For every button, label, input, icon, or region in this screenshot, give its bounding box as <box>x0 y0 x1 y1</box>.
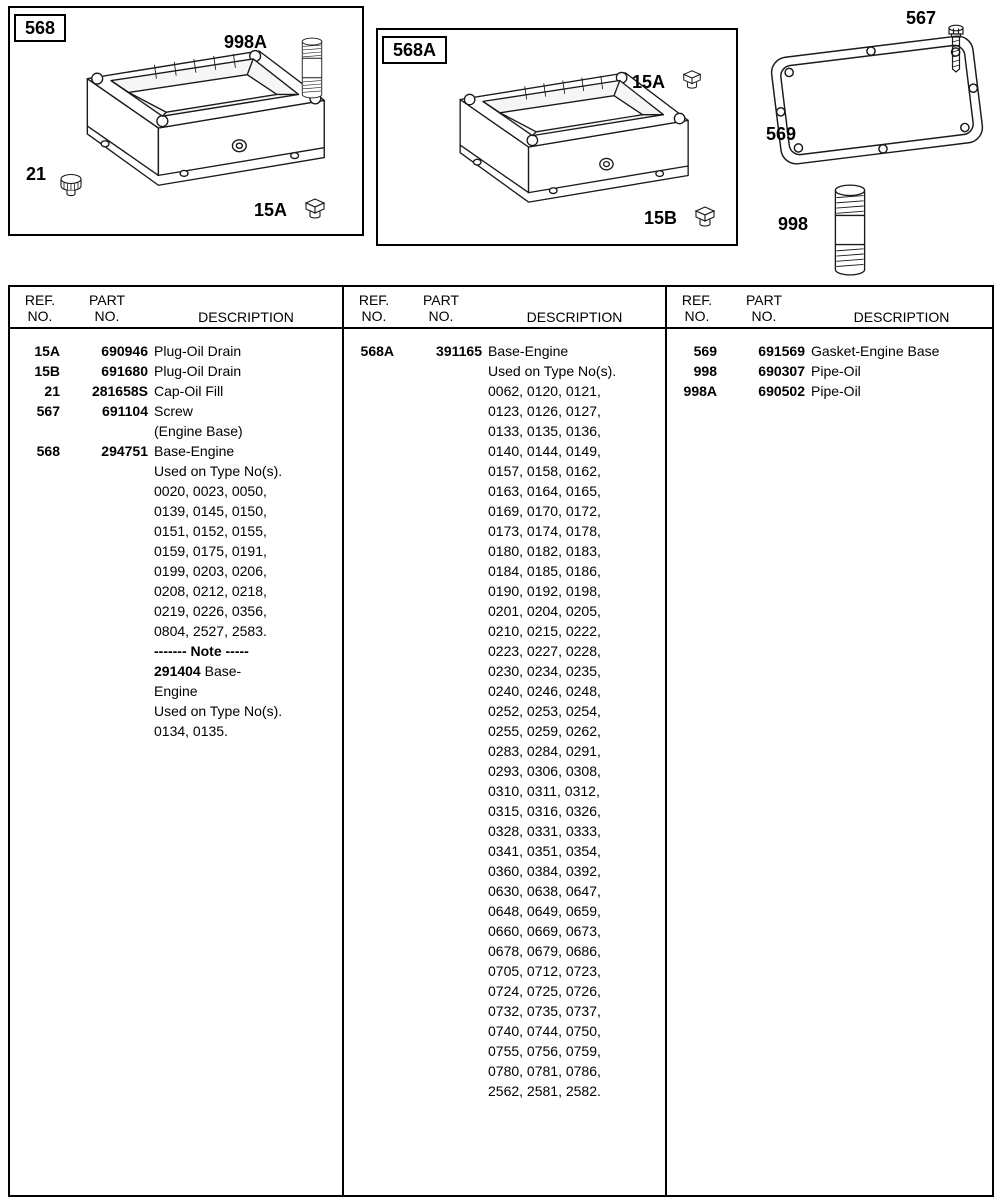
description-line: Used on Type No(s). <box>488 363 617 379</box>
part-no: 294751 <box>101 443 148 459</box>
ref-no: 15B <box>34 363 60 379</box>
column-divider-2 <box>665 287 667 1195</box>
description-line: 0163, 0164, 0165, <box>488 483 601 499</box>
gasket-569-drawing <box>760 26 994 174</box>
description-line: 0223, 0227, 0228, <box>488 643 601 659</box>
parts-entry <box>20 361 338 381</box>
description-line: 0724, 0725, 0726, <box>488 983 601 999</box>
ref-no: 15A <box>34 343 60 359</box>
part-no: 690307 <box>758 363 805 379</box>
description-line: 0210, 0215, 0222, <box>488 623 601 639</box>
table-header <box>344 287 665 327</box>
ref-no: 569 <box>693 343 717 359</box>
description <box>811 361 992 381</box>
ref-no: 21 <box>44 383 60 399</box>
description-line: 0780, 0781, 0786, <box>488 1063 601 1079</box>
diagram-label-568: 568 <box>14 14 66 42</box>
description-line: 291404 Base- <box>154 663 242 679</box>
header-part-no: PART NO. <box>422 292 460 324</box>
plug-15a-icon-box568 <box>302 196 328 220</box>
description-line: Engine <box>154 683 198 699</box>
parts-entry <box>20 341 338 361</box>
description-line: 0062, 0120, 0121, <box>488 383 601 399</box>
ref-no: 568 <box>36 443 60 459</box>
description-line: 0157, 0158, 0162, <box>488 463 601 479</box>
pipe-998-icon <box>832 182 868 278</box>
description <box>811 381 992 401</box>
description-line: 0630, 0638, 0647, <box>488 883 601 899</box>
description-line: 0139, 0145, 0150, <box>154 503 267 519</box>
description-line: (Engine Base) <box>154 423 243 439</box>
parts-table-body-1 <box>10 329 342 741</box>
description-line: 0293, 0306, 0308, <box>488 763 601 779</box>
description-line: Used on Type No(s). <box>154 463 283 479</box>
callout-998: 998 <box>778 214 809 234</box>
diagram-box-568a <box>376 28 738 246</box>
description-line: Screw <box>154 403 193 419</box>
description-line: 0283, 0284, 0291, <box>488 743 601 759</box>
pipe-998a-icon <box>296 36 328 100</box>
ref-no: 568A <box>360 343 394 359</box>
column-divider-1 <box>342 287 344 1195</box>
description-line: 0310, 0311, 0312, <box>488 783 600 799</box>
description-line: 0255, 0259, 0262, <box>488 723 601 739</box>
description-line: 0315, 0316, 0326, <box>488 803 601 819</box>
header-description: DESCRIPTION <box>853 309 950 325</box>
description-line: 0151, 0152, 0155, <box>154 523 267 539</box>
description-line: Gasket-Engine Base <box>811 343 940 359</box>
description-line: 0133, 0135, 0136, <box>488 423 601 439</box>
parts-entry <box>354 341 661 1101</box>
diagram-label-568a: 568A <box>382 36 447 64</box>
table-header <box>10 287 342 327</box>
parts-table <box>8 285 994 1197</box>
description-line: 0180, 0182, 0183, <box>488 543 601 559</box>
description <box>154 441 338 741</box>
description-line: Pipe-Oil <box>811 383 861 399</box>
description-line: ------- Note ----- <box>154 643 249 659</box>
description-line: 0159, 0175, 0191, <box>154 543 267 559</box>
description-line: 0134, 0135. <box>154 723 228 739</box>
header-ref-no: REF. NO. <box>24 292 56 324</box>
table-header <box>667 287 996 327</box>
diagram-box-568 <box>8 6 364 236</box>
part-no: 691104 <box>102 403 148 419</box>
description-line: 0201, 0204, 0205, <box>488 603 601 619</box>
ref-no: 567 <box>36 403 60 419</box>
description-line: 0199, 0203, 0206, <box>154 563 267 579</box>
description <box>488 341 661 1101</box>
parts-entry <box>677 361 992 381</box>
callout-21: 21 <box>26 164 47 184</box>
description-line: 0678, 0679, 0686, <box>488 943 601 959</box>
plug-15b-icon <box>692 204 718 228</box>
description-line: 0020, 0023, 0050, <box>154 483 267 499</box>
parts-entry <box>677 381 992 401</box>
callout-569: 569 <box>766 124 797 144</box>
diagram-area <box>0 0 1000 280</box>
description-line: 0740, 0744, 0750, <box>488 1023 601 1039</box>
header-description: DESCRIPTION <box>526 309 623 325</box>
callout-15a-box568: 15A <box>254 200 288 220</box>
part-no: 691569 <box>758 343 805 359</box>
description-line: Pipe-Oil <box>811 363 861 379</box>
parts-table-column-1 <box>10 287 342 1195</box>
callout-15b: 15B <box>644 208 678 228</box>
callout-15a-box568a: 15A <box>632 72 666 92</box>
description-line: Plug-Oil Drain <box>154 343 242 359</box>
part-no: 391165 <box>436 343 482 359</box>
description-line: 2562, 2581, 2582. <box>488 1083 601 1099</box>
callout-998a: 998A <box>224 32 268 52</box>
header-rule <box>10 327 992 329</box>
part-no: 690502 <box>758 383 805 399</box>
description-line: 0190, 0192, 0198, <box>488 583 601 599</box>
description-line: 0123, 0126, 0127, <box>488 403 601 419</box>
description-line: Base-Engine <box>488 343 569 359</box>
description-line: Base-Engine <box>154 443 235 459</box>
description <box>154 361 338 381</box>
callout-567: 567 <box>906 8 937 28</box>
part-no: 691680 <box>101 363 148 379</box>
description-line: 0328, 0331, 0333, <box>488 823 601 839</box>
header-part-no: PART NO. <box>88 292 126 324</box>
parts-table-column-3 <box>667 287 996 1195</box>
description-line: 0648, 0649, 0659, <box>488 903 601 919</box>
description-line: 0660, 0669, 0673, <box>488 923 601 939</box>
header-description: DESCRIPTION <box>198 309 294 325</box>
description-line: 0360, 0384, 0392, <box>488 863 601 879</box>
header-ref-no: REF. NO. <box>358 292 390 324</box>
parts-table-column-2 <box>344 287 665 1195</box>
description-line: 0230, 0234, 0235, <box>488 663 601 679</box>
parts-entry <box>20 401 338 441</box>
description <box>154 341 338 361</box>
description <box>154 381 338 401</box>
description-line: 0219, 0226, 0356, <box>154 603 267 619</box>
description-line: 0240, 0246, 0248, <box>488 683 601 699</box>
description-line: 0732, 0735, 0737, <box>488 1003 601 1019</box>
description-line: 0705, 0712, 0723, <box>488 963 601 979</box>
description-line: 0169, 0170, 0172, <box>488 503 601 519</box>
parts-entry <box>677 341 992 361</box>
description-line: 0755, 0756, 0759, <box>488 1043 601 1059</box>
plug-15a-icon-box568a <box>680 68 704 90</box>
parts-entry <box>20 441 338 741</box>
description-line: 0252, 0253, 0254, <box>488 703 601 719</box>
description-line: 0208, 0212, 0218, <box>154 583 267 599</box>
description-line: Cap-Oil Fill <box>154 383 224 399</box>
description-line: 0804, 2527, 2583. <box>154 623 267 639</box>
ref-no: 998A <box>683 383 717 399</box>
header-ref-no: REF. NO. <box>681 292 713 324</box>
parts-entry <box>20 381 338 401</box>
description-line: 0140, 0144, 0149, <box>488 443 601 459</box>
description-line: 0184, 0185, 0186, <box>488 563 601 579</box>
ref-no: 998 <box>693 363 717 379</box>
description <box>154 401 338 441</box>
oil-fill-cap-21-icon <box>58 172 88 198</box>
description-line: 0173, 0174, 0178, <box>488 523 601 539</box>
parts-table-body-3 <box>667 329 996 401</box>
description-line: Used on Type No(s). <box>154 703 283 719</box>
header-part-no: PART NO. <box>745 292 783 324</box>
description <box>811 341 992 361</box>
description-line: 0341, 0351, 0354, <box>488 843 601 859</box>
part-no: 281658S <box>91 383 148 399</box>
parts-table-body-2 <box>344 329 665 1101</box>
part-no: 690946 <box>101 343 148 359</box>
description-line: Plug-Oil Drain <box>154 363 242 379</box>
